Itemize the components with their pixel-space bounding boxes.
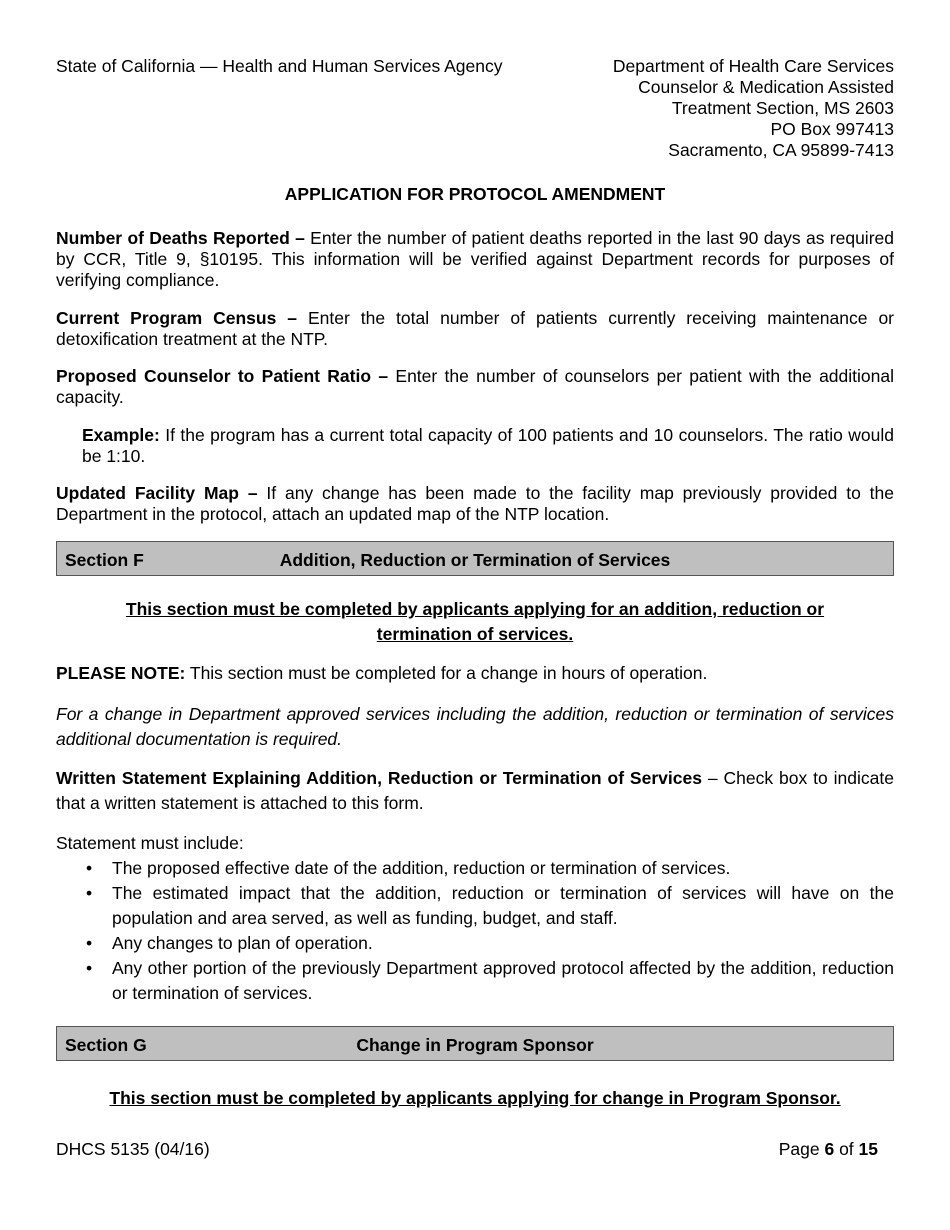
section-g-title: Change in Program Sponsor — [356, 1035, 594, 1055]
department-address — [613, 56, 894, 161]
bullet-icon: • — [86, 858, 93, 878]
deaths-instruction — [56, 228, 894, 291]
written-statement-text: – Check box to indicate that a written statement is attached to this form. — [56, 768, 894, 813]
section-f-title: Addition, Reduction or Termination of Services — [279, 550, 671, 570]
facility-map-text: If any change has been made to the facility map previously provided to the Department in the protocol, attach an updated map of the NTP location. — [56, 483, 895, 524]
facility-map-label: Updated Facility Map – — [56, 483, 258, 503]
form-id: DHCS 5135 (04/16) — [56, 1139, 210, 1159]
ratio-text: Enter the number of counselors per patient with the additional capacity. — [56, 366, 894, 407]
bullet-icon: • — [86, 933, 93, 953]
agency-name: State of California — Health and Human Services Agency — [56, 56, 503, 76]
section-f-header — [56, 541, 894, 576]
please-note-label: PLEASE NOTE: — [56, 663, 186, 683]
section-g-label: Section G — [65, 1035, 147, 1055]
ratio-label: Proposed Counselor to Patient Ratio – — [56, 366, 389, 386]
ratio-instruction — [56, 366, 894, 408]
statement-requirements-list — [56, 856, 894, 1006]
please-note — [56, 661, 894, 686]
written-statement-instruction — [56, 766, 894, 816]
facility-map-instruction — [56, 483, 894, 525]
list-item: • The estimated impact that the addition, reduction or termination of services will have on the population and area served, as well as funding, budget, and staff. — [86, 883, 894, 928]
list-item: • The proposed effective date of the addition, reduction or termination of services. — [56, 856, 894, 881]
address-line: Counselor & Medication Assisted — [638, 77, 894, 97]
address-line: Treatment Section, MS 2603 — [671, 98, 894, 118]
written-statement-label: Written Statement Explaining Addition, Reduction or Termination of Services — [56, 768, 702, 788]
example-label: Example: — [82, 425, 160, 445]
bullet-icon: • — [86, 958, 93, 978]
list-item: • Any other portion of the previously Department approved protocol affected by the addition, reduction or termination of services. — [86, 958, 894, 1003]
address-line: Sacramento, CA 95899-7413 — [668, 140, 894, 160]
section-f-instruction: This section must be completed by applicants applying for an addition, reduction or termination of services. — [125, 599, 825, 644]
additional-documentation-note: For a change in Department approved services including the addition, reduction or termination of services additional documentation is required. — [56, 704, 894, 749]
address-line: PO Box 997413 — [770, 119, 894, 139]
ratio-example — [82, 425, 894, 467]
total-pages: 15 — [858, 1139, 878, 1159]
page-number: Page 6 of 15 — [778, 1139, 878, 1159]
census-text: Enter the total number of patients currently receiving maintenance or detoxification treatment at the NTP. — [56, 308, 895, 349]
deaths-label: Number of Deaths Reported – — [56, 228, 305, 248]
statement-must-include: Statement must include: — [56, 833, 244, 853]
page-title: APPLICATION FOR PROTOCOL AMENDMENT — [284, 184, 666, 204]
deaths-text: Enter the number of patient deaths reported in the last 90 days as required by CCR, Title 9, §10195. This information will be verified against Department records for purposes of verifying compliance. — [56, 228, 894, 290]
census-instruction — [56, 308, 894, 350]
address-line: Department of Health Care Services — [612, 56, 894, 76]
list-item: • Any changes to plan of operation. — [56, 931, 894, 956]
example-text: If the program has a current total capacity of 100 patients and 10 counselors. The ratio would be 1:10. — [82, 425, 894, 466]
bullet-icon: • — [86, 883, 93, 903]
section-g-header — [56, 1026, 894, 1061]
census-label: Current Program Census – — [56, 308, 298, 328]
current-page: 6 — [824, 1139, 835, 1159]
please-note-text: This section must be completed for a change in hours of operation. — [185, 663, 708, 683]
section-f-label: Section F — [65, 550, 144, 570]
section-g-instruction: This section must be completed by applicants applying for change in Program Sponsor. — [109, 1088, 841, 1108]
